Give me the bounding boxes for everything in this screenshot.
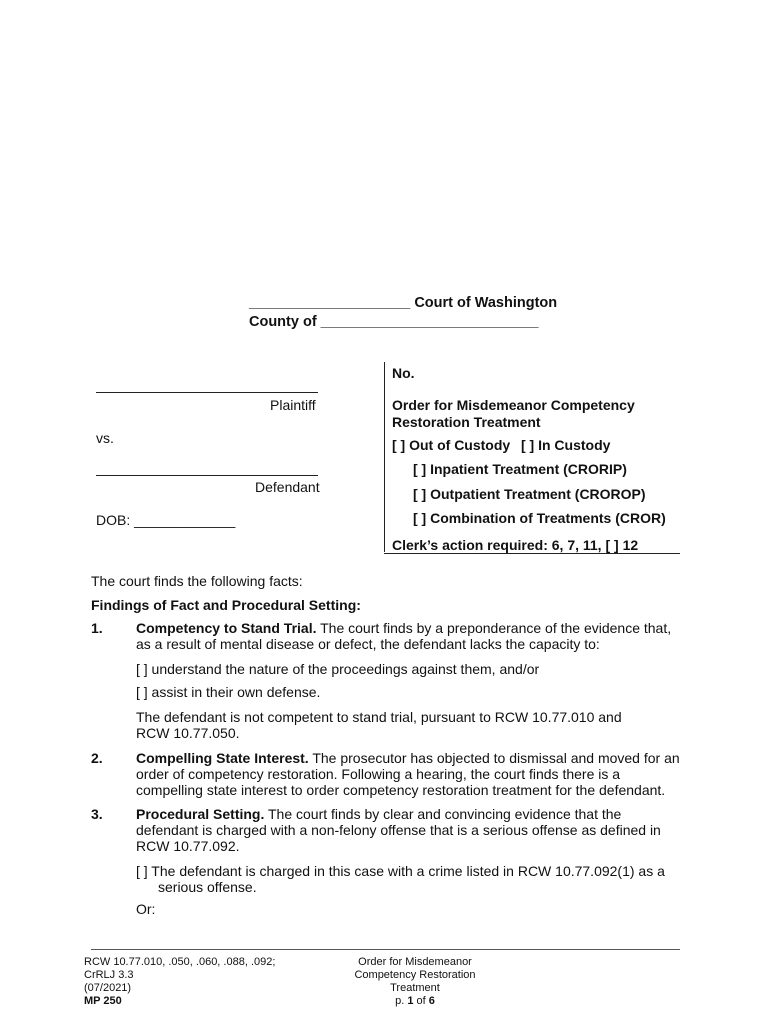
item-2-number: 2. [91,750,103,766]
caption-bottom-rule [384,553,680,554]
in-custody-checkbox[interactable]: [ ] In Custody [521,437,611,453]
item-1-conclusion-line1: The defendant is not competent to stand trial, pursuant to RCW 10.77.010 and [136,709,622,725]
page-prefix: p. [395,995,405,1007]
item-1-number: 1. [91,620,103,636]
footer-citation-line2: CrRLJ 3.3 [84,969,134,981]
intro-text: The court finds the following facts: [91,573,303,589]
clerk-action-line: Clerk’s action required: 6, 7, 11, [ ] 12 [392,537,639,553]
item-2-line1 [136,750,680,766]
caption-divider [384,362,385,552]
item-1-title: Competency to Stand Trial. [136,620,317,636]
defendant-signature-line [96,475,318,476]
out-of-custody-checkbox[interactable]: [ ] Out of Custody [392,437,511,453]
footer-revision-date: (07/2021) [84,982,132,994]
footer-citation-line1: RCW 10.77.010, .050, .060, .088, .092; [84,956,276,968]
item-3-line3: RCW 10.77.092. [136,838,240,854]
serious-offense-checkbox[interactable]: [ ] The defendant is charged in this case with a crime listed in RCW 10.77.092(1) as a [136,863,665,879]
serious-offense-line2: serious offense. [158,879,257,895]
footer-page-number [320,995,510,1007]
item-3-line1 [136,806,621,822]
order-title-line1: Order for Misdemeanor Competency [392,397,635,413]
understand-proceedings-checkbox[interactable]: [ ] understand the nature of the proceedings against them, and/or [136,661,540,677]
case-number-label: No. [392,365,415,381]
outpatient-treatment-checkbox[interactable]: [ ] Outpatient Treatment (CROROP) [413,486,646,502]
item-2-line3: compelling state interest to order competency restoration treatment for the defendant. [136,782,666,798]
item-1-line1 [136,620,671,636]
page-total: 6 [428,995,435,1007]
court-name-line: ____________________ Court of Washington [249,295,558,311]
item-3-text: The court finds by clear and convincing evidence that the [264,806,622,822]
inpatient-treatment-checkbox[interactable]: [ ] Inpatient Treatment (CRORIP) [413,461,627,477]
footer-form-id: MP 250 [84,995,122,1007]
item-1-conclusion-line2: RCW 10.77.050. [136,725,240,741]
footer-title-line1: Order for Misdemeanor [358,956,472,968]
order-title-line2: Restoration Treatment [392,414,541,430]
item-3-number: 3. [91,806,103,822]
item-2-title: Compelling State Interest. [136,750,309,766]
dob-field: DOB: _____________ [96,512,236,528]
footer-title-line2: Competency Restoration [354,969,476,981]
item-3-title: Procedural Setting. [136,806,265,822]
plaintiff-label: Plaintiff [270,397,316,413]
page-of: of [416,995,426,1007]
item-1-line2: as a result of mental disease or defect, the defendant lacks the capacity to: [136,636,600,652]
page-current: 1 [407,995,414,1007]
assist-defense-checkbox[interactable]: [ ] assist in their own defense. [136,684,321,700]
or-label: Or: [136,901,156,917]
footer-rule [91,949,680,950]
plaintiff-signature-line [96,392,318,393]
versus-label: vs. [96,430,114,446]
item-2-text: The prosecutor has objected to dismissal and moved for an [308,750,680,766]
findings-heading: Findings of Fact and Procedural Setting: [91,597,361,613]
item-3-line2: defendant is charged with a non-felony offense that is a serious offense as defined in [136,822,661,838]
combination-treatment-checkbox[interactable]: [ ] Combination of Treatments (CROR) [413,510,666,526]
county-line: County of ___________________________ [249,314,539,330]
defendant-label: Defendant [255,479,320,495]
footer-title-line3: Treatment [390,982,440,994]
item-1-text: The court finds by a preponderance of the evidence that, [316,620,672,636]
item-2-line2: order of competency restoration. Following a hearing, the court finds there is a [136,766,621,782]
